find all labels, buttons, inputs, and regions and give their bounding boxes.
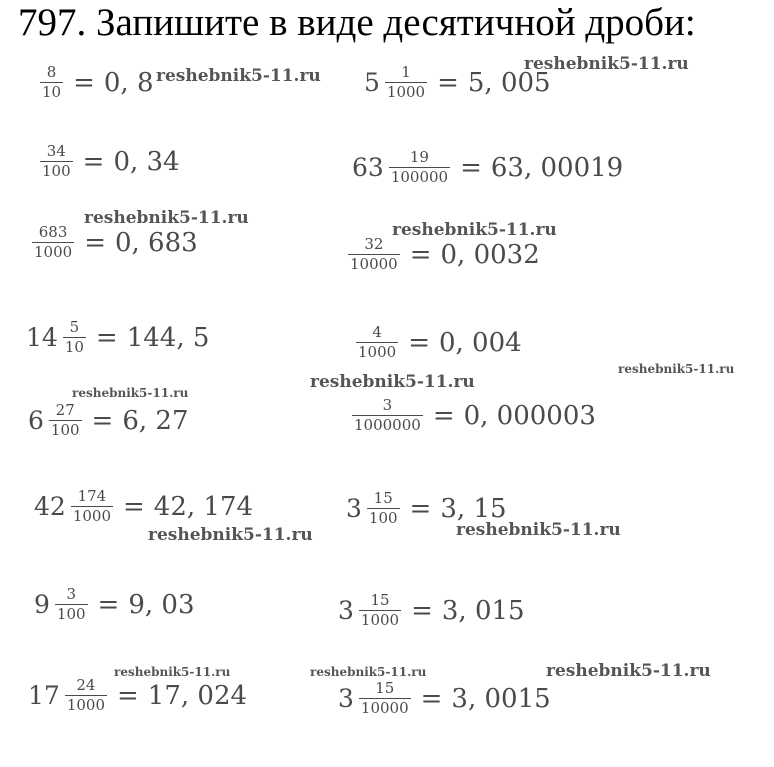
numerator: 15: [373, 489, 393, 507]
equation-15: [28, 677, 247, 714]
equals-sign: =: [460, 152, 482, 183]
numerator: 24: [76, 676, 96, 694]
whole-part: 63: [352, 153, 384, 183]
decimal-result: 3, 0015: [451, 683, 551, 714]
equation-10: [350, 397, 596, 434]
denominator: 1000: [358, 343, 397, 362]
equation-13: [34, 586, 195, 623]
whole-part: 42: [34, 492, 66, 522]
watermark: reshebnik5-11.ru: [72, 386, 189, 400]
denominator: 1000: [360, 611, 400, 630]
fraction: [55, 586, 88, 623]
denominator: 10: [42, 83, 62, 102]
fraction: [65, 677, 107, 714]
numerator: 15: [370, 591, 390, 609]
fraction: [348, 236, 400, 273]
decimal-result: 144, 5: [126, 322, 210, 353]
fraction: [49, 402, 82, 439]
decimal-result: 0, 683: [114, 227, 198, 258]
denominator: 1000: [66, 696, 105, 715]
numerator: 4: [372, 323, 382, 341]
decimal-result: 6, 27: [122, 405, 189, 436]
denominator: 100: [50, 421, 80, 440]
watermark: reshebnik5-11.ru: [524, 54, 689, 74]
denominator: 10000: [360, 699, 409, 718]
watermark: reshebnik5-11.ru: [156, 66, 321, 86]
decimal-result: 5, 005: [467, 67, 551, 98]
equals-sign: =: [82, 146, 105, 177]
denominator: 100: [368, 509, 398, 528]
decimal-result: 0, 34: [113, 146, 180, 177]
equals-sign: =: [95, 322, 118, 353]
fraction: [40, 143, 73, 180]
numerator: 19: [409, 148, 429, 166]
whole-part: 17: [28, 681, 60, 711]
whole-part: 6: [28, 406, 44, 436]
watermark: reshebnik5-11.ru: [114, 665, 231, 679]
equation-16: [338, 680, 551, 717]
numerator: 1: [401, 63, 411, 81]
decimal-result: 17, 024: [147, 680, 248, 711]
decimal-result: 0, 000003: [463, 400, 596, 431]
decimal-result: 3, 15: [440, 493, 507, 524]
fraction: [359, 680, 411, 717]
equals-sign: =: [409, 493, 432, 524]
numerator: 174: [77, 487, 107, 505]
fraction: [367, 490, 400, 527]
decimal-result: 63, 00019: [490, 152, 624, 183]
fraction: [71, 488, 113, 525]
numerator: 3: [66, 585, 76, 603]
equation-14: [338, 592, 525, 629]
watermark: reshebnik5-11.ru: [148, 525, 313, 545]
watermark: reshebnik5-11.ru: [310, 372, 475, 392]
exercise-title: 797. Запишите в виде десятичной дроби:: [18, 1, 696, 44]
fraction: [389, 149, 450, 186]
denominator: 1000: [72, 507, 111, 526]
numerator: 32: [364, 235, 384, 253]
numerator: 3: [382, 396, 393, 414]
denominator: 1000: [386, 83, 426, 102]
equation-11: [34, 488, 253, 525]
decimal-result: 9, 03: [128, 589, 195, 620]
fraction: [359, 592, 401, 629]
equals-sign: =: [73, 67, 95, 98]
equals-sign: =: [420, 683, 443, 714]
fraction: [352, 397, 423, 434]
whole-part: 14: [26, 323, 58, 353]
equation-8: [354, 324, 522, 361]
whole-part: 3: [338, 684, 354, 714]
decimal-result: 3, 015: [441, 595, 525, 626]
equation-6: [346, 236, 540, 273]
fraction: [385, 64, 427, 101]
equals-sign: =: [408, 327, 430, 358]
watermark: reshebnik5-11.ru: [84, 208, 249, 228]
denominator: 1000: [34, 243, 73, 262]
whole-part: 9: [34, 590, 50, 620]
equation-7: [26, 319, 209, 356]
equation-3: [38, 143, 180, 180]
fraction: [356, 324, 398, 361]
decimal-result: 42, 174: [153, 491, 254, 522]
decimal-result: 0, 004: [438, 327, 522, 358]
equals-sign: =: [437, 67, 459, 98]
denominator: 100: [42, 162, 71, 181]
watermark: reshebnik5-11.ru: [546, 661, 711, 681]
decimal-result: 0, 0032: [440, 239, 540, 270]
watermark: reshebnik5-11.ru: [618, 362, 735, 376]
equals-sign: =: [97, 589, 120, 620]
equation-9: [28, 402, 189, 439]
numerator: 8: [46, 63, 57, 81]
watermark: reshebnik5-11.ru: [456, 520, 621, 540]
equals-sign: =: [91, 405, 114, 436]
equals-sign: =: [84, 227, 106, 258]
equals-sign: =: [432, 400, 455, 431]
whole-part: 5: [364, 68, 380, 98]
watermark: reshebnik5-11.ru: [392, 220, 557, 240]
denominator: 1000000: [354, 416, 421, 435]
whole-part: 3: [346, 494, 362, 524]
equals-sign: =: [123, 491, 145, 522]
equation-4: [352, 149, 623, 186]
equation-2: [364, 64, 551, 101]
equals-sign: =: [117, 680, 139, 711]
fraction: [40, 64, 63, 101]
numerator: 27: [55, 401, 75, 419]
equals-sign: =: [411, 595, 433, 626]
numerator: 683: [38, 223, 68, 241]
fraction: [63, 319, 86, 356]
numerator: 15: [375, 679, 395, 697]
numerator: 34: [46, 142, 66, 160]
fraction: [32, 224, 74, 261]
decimal-result: 0, 8: [103, 67, 154, 98]
denominator: 10000: [350, 255, 398, 274]
equation-1: [38, 64, 154, 101]
whole-part: 3: [338, 596, 354, 626]
denominator: 100000: [390, 168, 449, 187]
equation-5: [30, 224, 198, 261]
watermark: reshebnik5-11.ru: [310, 665, 427, 679]
denominator: 10: [64, 338, 84, 357]
equals-sign: =: [409, 239, 432, 270]
denominator: 100: [56, 605, 86, 624]
numerator: 5: [69, 318, 80, 336]
